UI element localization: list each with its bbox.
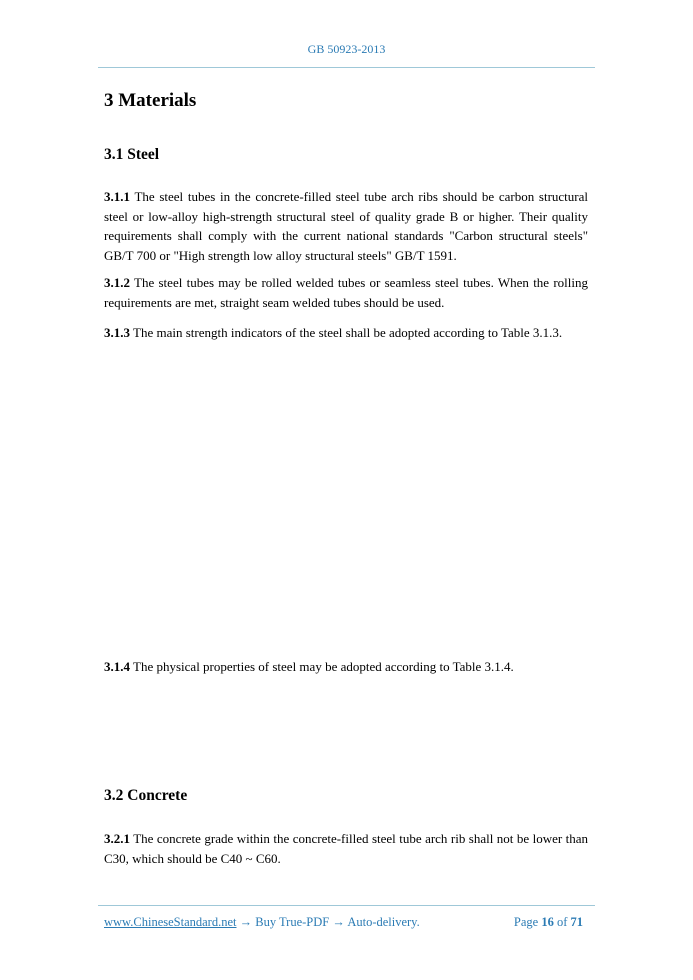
footer-divider <box>98 905 595 906</box>
page-current: 16 <box>541 915 554 929</box>
document-code-header: GB 50923-2013 <box>307 42 386 56</box>
auto-delivery-text: Auto-delivery. <box>347 915 420 929</box>
clause-text: The concrete grade within the concrete-filled steel tube arch rib shall not be lower than C30, which should be C40 ~ C60. <box>104 831 589 866</box>
chapter-title: 3 Materials <box>104 90 197 111</box>
page-total: 71 <box>570 915 583 929</box>
section-title-concrete: 3.2 Concrete <box>104 787 188 804</box>
section-title-steel: 3.1 Steel <box>104 146 160 163</box>
clause-number: 3.2.1 <box>104 831 130 846</box>
clause-3-1-2 <box>104 273 588 312</box>
clause-number: 3.1.2 <box>104 275 130 290</box>
header-divider <box>98 67 595 68</box>
clause-3-1-4 <box>104 657 588 677</box>
clause-text: The steel tubes may be rolled welded tubes or seamless steel tubes. When the rolling requirements are met, straight seam welded tubes should be used. <box>104 275 588 310</box>
buy-pdf-link[interactable]: Buy True-PDF <box>255 915 330 929</box>
clause-3-2-1 <box>104 829 588 868</box>
clause-text: The steel tubes in the concrete-filled steel tube arch ribs should be carbon structural steel or low-alloy high-strength structural steel of quality grade B or higher. Their quality requirements shall comply with the current national standards "Carbon structural steels" GB/T 700 or "High strength low alloy structural steels" GB/T 1591. <box>104 189 589 263</box>
arrow-icon: → <box>332 915 345 929</box>
page-of-label: of <box>556 915 568 929</box>
website-link[interactable]: www.ChineseStandard.net <box>104 915 237 929</box>
clause-number: 3.1.3 <box>104 325 130 340</box>
clause-number: 3.1.4 <box>104 659 130 674</box>
clause-3-1-3 <box>104 323 588 343</box>
page-indicator <box>514 915 583 930</box>
clause-3-1-1 <box>104 187 588 265</box>
page-label: Page <box>513 915 539 929</box>
arrow-icon: → <box>239 915 253 929</box>
clause-text: The physical properties of steel may be adopted according to Table 3.1.4. <box>133 659 514 674</box>
clause-text: The main strength indicators of the steel shall be adopted according to Table 3.1.3. <box>133 325 563 340</box>
footer-promo <box>104 915 420 930</box>
clause-number: 3.1.1 <box>104 189 130 204</box>
